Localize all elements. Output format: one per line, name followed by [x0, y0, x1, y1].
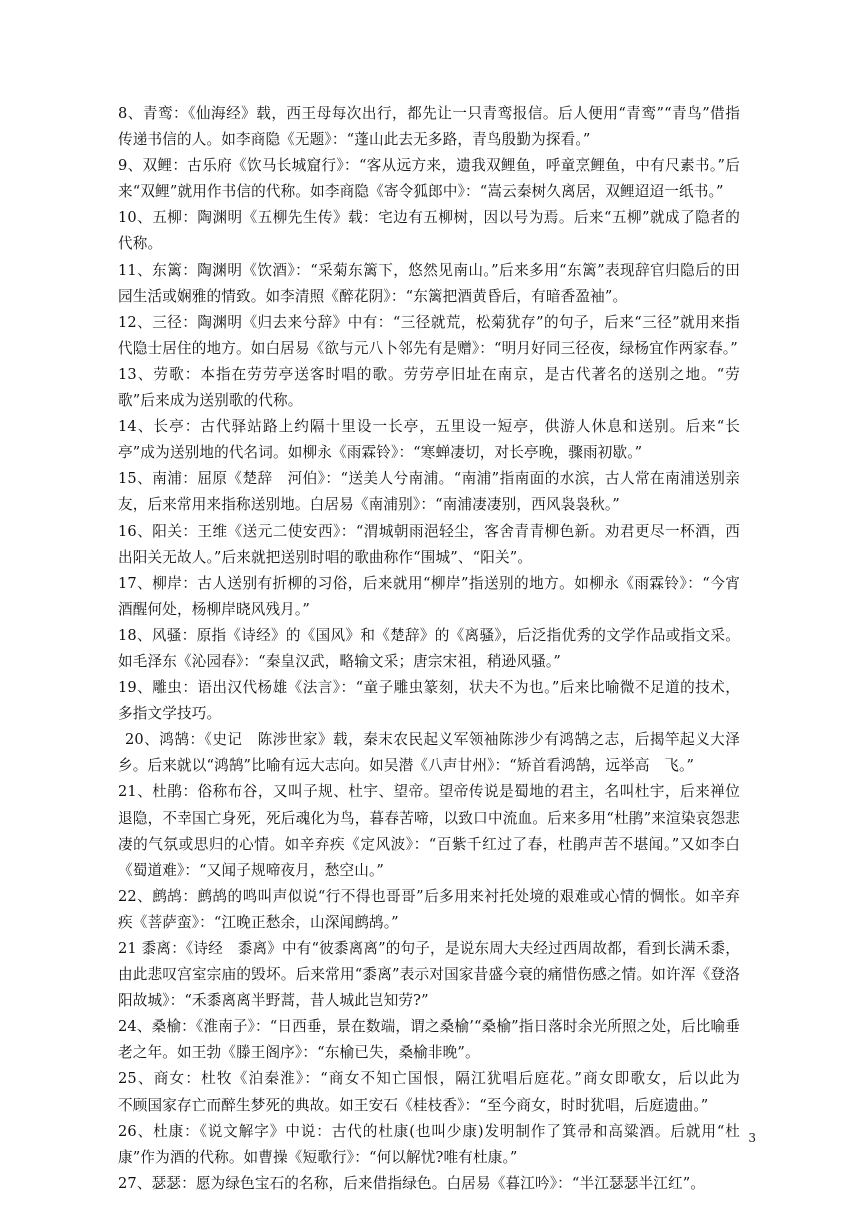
entry-honghu: 20、鸿鹄：《史记 陈涉世家》载，秦末农民起义军领袖陈涉少有鸿鹄之志，后揭竿起义大泽乡。后来就以“鸿鹄”比喻有远大志向。如吴潜《八声甘州》：“矫首看鸿鹄，远举高 飞。”	[118, 731, 740, 775]
entry-shuli: 21 黍离：《诗经 黍离》中有“彼黍离离”的句子，是说东周大夫经过西周故都，看到长满禾黍，由此悲叹宫室宗庙的毁坏。后来常用“黍离”表示对国家昔盛今衰的痛惜伤感之情。如许浑《登洛阳故城》：“禾黍离离半野蒿，昔人城此岂知劳?”	[118, 940, 740, 1010]
entry-sese: 27、瑟瑟：愿为绿色宝石的名称，后来借指绿色。白居易《暮江吟》：“半江瑟瑟半江红”。	[118, 1174, 706, 1192]
entry-shangnv: 25、商女：杜牧《泊秦淮》：“商女不知亡国恨，隔江犹唱后庭花。”商女即歌女，后以此为 不顾国家存亡而醉生梦死的典故。如王安石《桂枝香》：“至今商女，时时犹唱，后庭遗曲。”	[118, 1070, 770, 1114]
entry-liuan: 17、柳岸：古人送别有折柳的习俗，后来就用“柳岸”指送别的地方。如柳永《雨霖铃》：“今宵酒醒何处，杨柳岸晓风残月。”	[118, 574, 740, 618]
entry-laoge: 13、劳歌：本指在劳劳亭送客时唱的歌。劳劳亭旧址在南京，是古代著名的送别之地。“劳歌”后来成为送别歌的代称。	[118, 365, 740, 410]
entry-changting: 14、长亭：古代驿站路上约隔十里设一长亭，五里设一短亭，供游人休息和送别。后来“长亭”成为送别地的代名词。如柳永《雨霖铃》：“寒蝉凄切，对长亭晚，骤雨初歇。”	[118, 418, 740, 462]
entry-dongli: 11、东篱：陶渊明《饮酒》：“采菊东篱下，悠然见南山。”后来多用“东篱”表现辞官归隐后的田园生活或娴雅的情致。如李清照《醉花阴》：“东篱把酒黄昏后，有暗香盈袖”。	[118, 261, 740, 305]
entry-fengsao: 18、风骚：原指《诗经》的《国风》和《楚辞》的《离骚》，后泛指优秀的文学作品或指文采。如毛泽东《沁园春》：“秦皇汉武，略输文采；唐宗宋祖，稍逊风骚。”	[118, 626, 740, 670]
entry-nanpu: 15、南浦：屈原《楚辞 河伯》：“送美人兮南浦。“南浦”指南面的水滨，古人常在南浦送别亲友，后来常用来指称送别地。白居易《南浦别》：“南浦凄凄别，西风袅袅秋。”	[118, 470, 740, 514]
entry-zhegu: 22、鹧鸪：鹧鸪的鸣叫声似说“行不得也哥哥”后多用来衬托处境的艰难或心情的惆怅。如辛弃疾《菩萨蛮》：“江晚正愁余，山深闻鹧鸪。”	[118, 887, 740, 931]
page-number: 3	[748, 1131, 756, 1145]
entry-yangguan: 16、阳关：王维《送元二使安西》：“渭城朝雨浥轻尘，客舍青青柳色新。劝君更尽一杯酒，西出阳关无故人。”后来就把送别时唱的歌曲称作“围城”、“阳关”。	[118, 522, 740, 566]
entry-shuangli: 9、双鲤：古乐府《饮马长城窟行》：“客从远方来，遗我双鲤鱼，呼童烹鲤鱼，中有尺素书。”后来“双鲤”就用作书信的代称。如李商隐《寄令狐郎中》：“嵩云秦树久离居，双鲤迢迢一纸书。”	[118, 157, 740, 201]
entry-sangyu: 24、桑榆：《淮南子》：“日西垂，景在数端，谓之桑榆’“桑榆”指日落时余光所照之处，后比喻垂老之年。如王勃《滕王阁序》：“东榆已失，桑榆非晚”。	[118, 1018, 740, 1062]
entry-qingluan: 8、青鸾：《仙海经》载，西王母每次出行，都先让一只青鸾报信。后人便用“青鸾”“青鸟”借指传递书信的人。如李商隐《无题》：“蓬山此去无多路，青鸟殷勤为探看。”	[118, 105, 740, 149]
entry-dukang: 26、杜康：《说文解字》中说：古代的杜康(也叫少康)发明制作了箕帚和高粱酒。后就用“杜康”作为酒的代称。如曹操《短歌行》：“何以解忧?唯有杜康。”	[118, 1122, 740, 1166]
entry-wuliu: 10、五柳：陶渊明《五柳先生传》载：宅边有五柳树，因以号为焉。后来“五柳”就成了隐者的代称。	[118, 209, 740, 253]
entry-dujuan: 21、杜鹃：俗称布谷，又叫子规、杜宇、望帝。望帝传说是蜀地的君主，名叫杜宇，后来禅位退隐，不幸国亡身死，死后魂化为鸟，暮春苦啼，以致口中流血。后来多用“杜鹃”来渲染哀怨悲凄的气氛或思归的心情。如辛弃疾《定风波》：“百紫千红过了春，杜鹃声苦不堪闻。”又如李白《蜀道难》：“又闻子规啼夜月，愁空山。”	[118, 783, 740, 879]
entry-sanjing: 12、三径：陶渊明《归去来兮辞》中有：“三径就荒，松菊犹存”的句子，后来“三径”就用来指代隐士居住的地方。如白居易《欲与元八卜邻先有是赠》：“明月好同三径夜，绿杨宜作两家春。”	[118, 313, 740, 357]
entry-list	[118, 101, 770, 1197]
entry-diaochong: 19、雕虫：语出汉代杨雄《法言》：“童子雕虫篆刻，状夫不为也。”后来比喻微不足道的技术，多指文学技巧。	[118, 679, 740, 723]
